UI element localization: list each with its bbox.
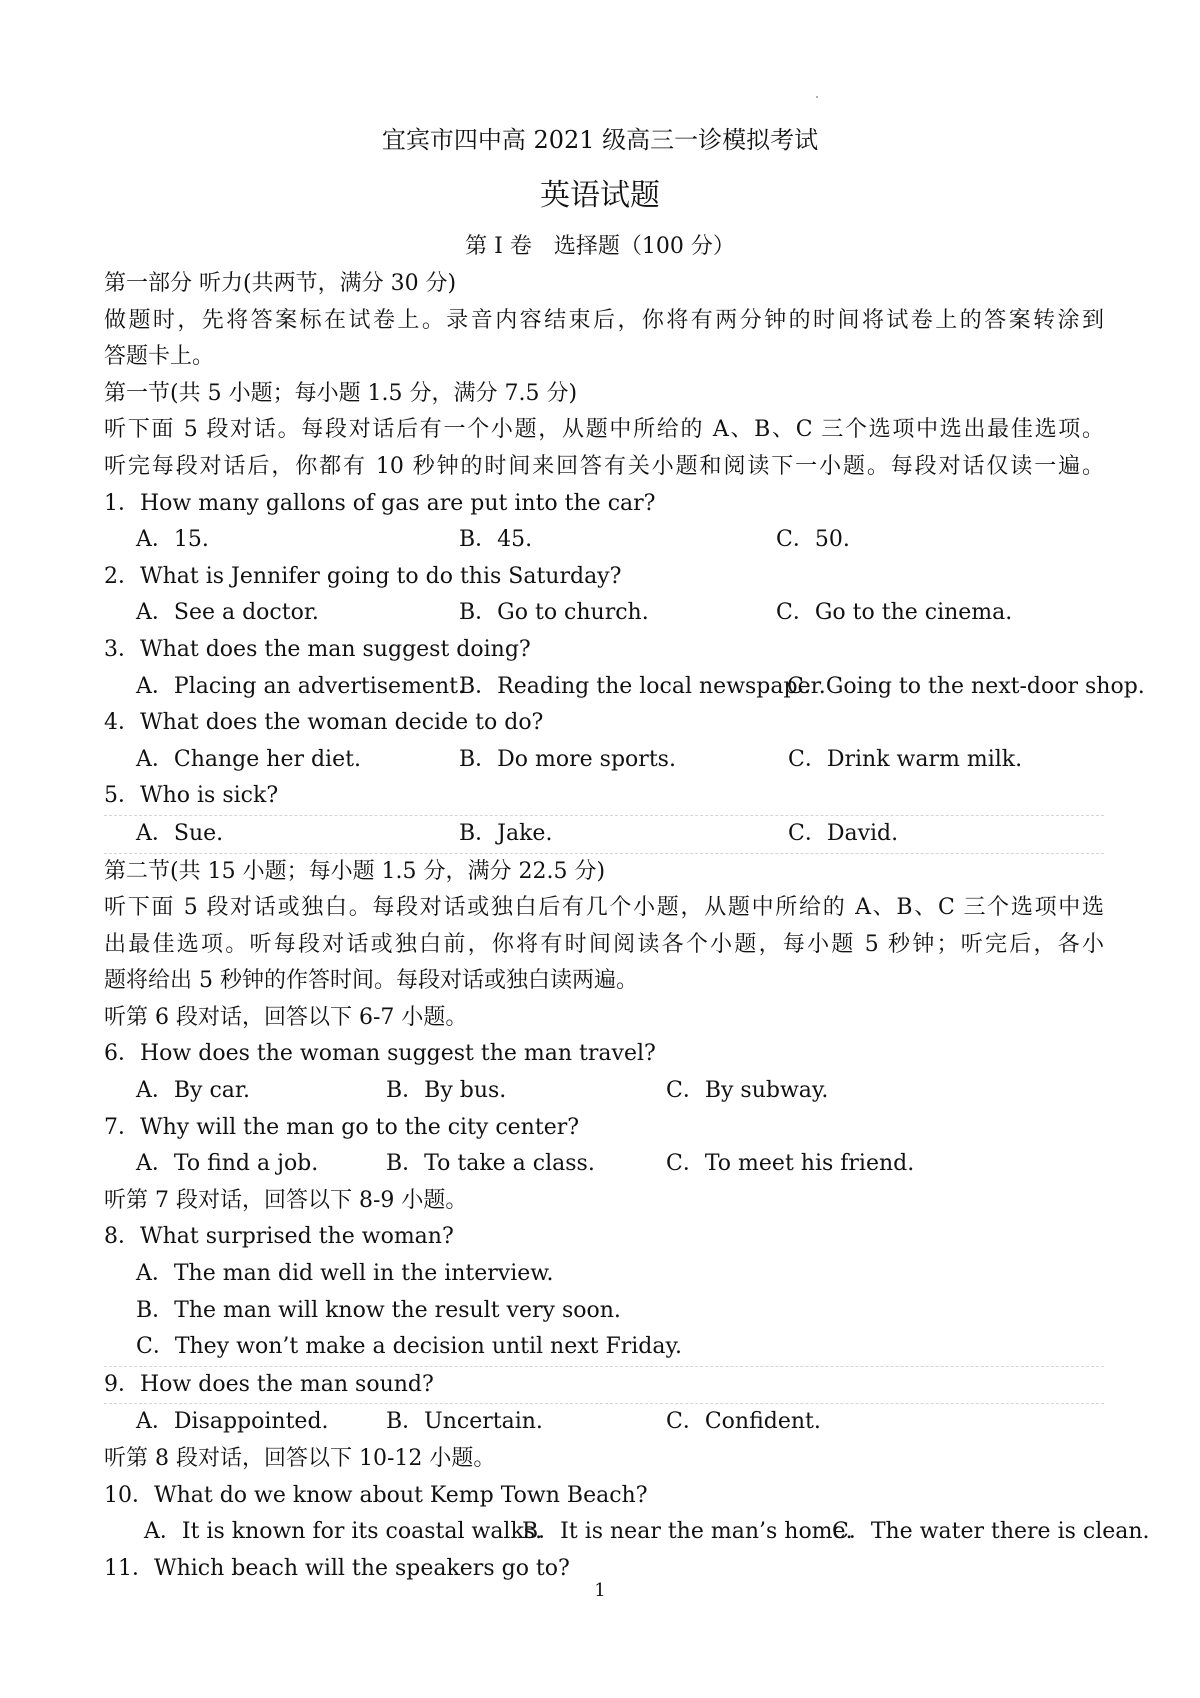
subject-title: 英语试题 [540,178,660,213]
question-stem: 7．Why will the man go to the city center? [104,1114,580,1140]
question-stem: 8．What surprised the woman? [104,1224,454,1250]
question-options-row [104,1404,1104,1441]
dialog-heading: 听第 7 段对话，回答以下 8-9 小题。 [104,1187,468,1213]
option-a: A．By car. [136,1078,251,1104]
dialog-heading: 听第 8 段对话，回答以下 10-12 小题。 [104,1446,496,1471]
question-options-row [104,742,1104,779]
option-c: C．David. [788,820,899,846]
option-a: A．Placing an advertisement. [136,673,465,699]
part1-instructions-line-2: 答题卡上。 [104,344,215,370]
question-stem: 9．How does the man sound? [104,1367,1104,1405]
option-a: A．It is known for its coastal walks. [144,1519,543,1545]
question-stem: 10．What do we know about Kemp Town Beach? [104,1482,648,1508]
volume-heading: 第 I 卷 选择题（100 分） [465,234,735,259]
option-c: C．50. [776,527,850,553]
question-stem: 3．What does the man suggest doing? [104,636,531,662]
section2-heading: 第二节(共 15 小题；每小题 1.5 分，满分 22.5 分) [104,858,606,884]
option-a [104,1256,1104,1293]
question-stem: 4．What does the woman decide to do? [104,710,544,736]
option-b: B．Uncertain. [386,1409,543,1435]
option-a: A．Sue. [136,820,224,846]
question-options-row [104,1073,1104,1110]
option-a-text: A．The man did well in the interview. [136,1261,554,1287]
option-a: A．Change her diet. [136,746,361,772]
section2-instructions-line-1: 听下面 5 段对话或独白。每段对话或独白后有几个小题，从题中所给的 A、B、C 三个选项中选 [104,895,1104,921]
question-options-row [104,1514,1150,1551]
option-c: C．By subway. [666,1078,829,1104]
option-a: A．15. [136,527,209,553]
question-stem: 1．How many gallons of gas are put into the car? [104,490,656,516]
option-a: A．Disappointed. [136,1409,329,1435]
section1-heading: 第一节(共 5 小题；每小题 1.5 分，满分 7.5 分) [104,380,578,406]
question-options-row [104,522,1104,559]
dialog-heading: 听第 6 段对话，回答以下 6-7 小题。 [104,1004,468,1030]
question-options-row [104,669,1145,706]
option-b: B．Do more sports. [459,746,676,772]
option-a: A．See a doctor. [136,600,319,626]
question-stem: 11．Which beach will the speakers go to? [104,1555,570,1581]
exam-title: 宜宾市四中高 2021 级高三一诊模拟考试 [381,126,819,154]
option-b: B．Jake. [459,820,553,846]
question-options-row [104,1146,1104,1183]
part1-heading: 第一部分 听力(共两节，满分 30 分) [104,271,457,296]
section2-instructions-line-3: 题将给出 5 秒钟的作答时间。每段对话或独白读两遍。 [104,968,638,994]
option-c: C．Going to the next-door shop. [787,673,1145,699]
option-c: C．To meet his friend. [666,1151,915,1177]
option-b: B．By bus. [386,1078,507,1104]
question-options-row [104,816,1104,854]
option-b: B．Go to church. [459,600,649,626]
question-stem: 2．What is Jennifer going to do this Saturday? [104,563,622,589]
option-c: C．Go to the cinema. [776,600,1013,626]
question-stem: 6．How does the woman suggest the man travel? [104,1041,656,1067]
option-c: C．Confident. [666,1409,821,1435]
option-c-text: C．They won’t make a decision until next Friday. [136,1334,683,1360]
option-c: C．The water there is clean. [832,1519,1150,1545]
question-stem: 5．Who is sick? [104,778,1104,816]
page-number: 1 [594,1580,606,1601]
option-a: A．To find a job. [136,1151,319,1177]
option-b [104,1293,1104,1330]
exam-content [104,266,1150,1587]
question-options-row [104,595,1104,632]
scan-dot [816,96,818,98]
section2-instructions-line-2: 出最佳选项。听每段对话或独白前，你将有时间阅读各个小题，每小题 5 秒钟；听完后，各小 [104,931,1104,957]
option-c [104,1329,1104,1367]
option-b: B．Reading the local newspaper. [459,673,826,699]
option-b: B．It is near the man’s home. [522,1519,853,1545]
option-b: B．45. [459,527,533,553]
section1-instructions-line-1: 听下面 5 段对话。每段对话后有一个小题，从题中所给的 A、B、C 三个选项中选出最佳选项。 [104,417,1104,443]
option-c: C．Drink warm milk. [788,746,1023,772]
part1-instructions-line-1: 做题时，先将答案标在试卷上。录音内容结束后，你将有两分钟的时间将试卷上的答案转涂到 [104,307,1104,333]
section1-instructions-line-2: 听完每段对话后，你都有 10 秒钟的时间来回答有关小题和阅读下一小题。每段对话仅读一遍。 [104,453,1104,479]
option-b-text: B．The man will know the result very soon. [136,1297,621,1323]
option-b: B．To take a class. [386,1151,595,1177]
